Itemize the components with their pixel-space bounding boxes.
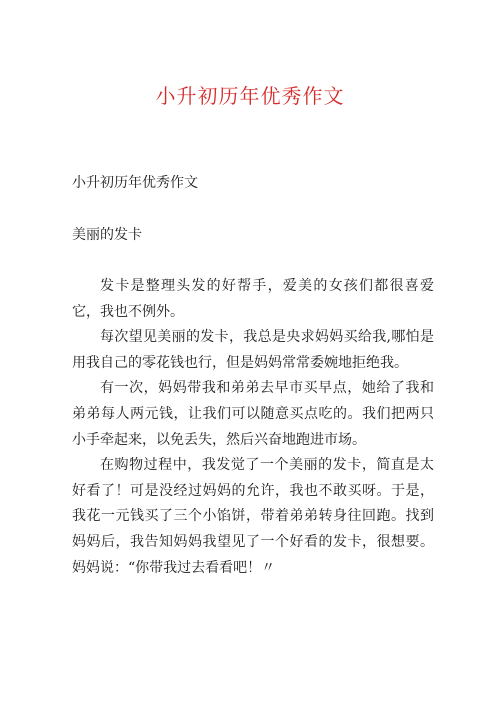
paragraph: 每次望见美丽的发卡，我总是央求妈妈买给我,哪怕是用我自己的零花钱也行，但是妈妈常常委婉地拒绝我。 (72, 329, 434, 371)
essay-title: 美丽的发卡 (72, 227, 142, 243)
paragraph: 在购物过程中，我发觉了一个美丽的发卡，简直是太好看了！可是没经过妈妈的允许，我也不敢买呀。于是，我花一元钱买了三个小馅饼，带着弟弟转身往回跑。找到妈妈后，我告知妈妈我望见了一个好看的发卡，很想要。妈妈说：“你带我过去看看吧！〃 (72, 457, 434, 576)
paragraph: 有一次，妈妈带我和弟弟去早市买早点，她给了我和弟弟每人两元钱，让我们可以随意买点吃的。我们把两只小手牵起来，以免丢失，然后兴奋地跑进市场。 (72, 380, 434, 448)
paragraph: 发卡是整理头发的好帮手，爱美的女孩们都很喜爱它，我也不例外。 (72, 278, 434, 320)
document-title: 小升初历年优秀作文 (155, 84, 345, 108)
essay-body (72, 274, 434, 581)
document-subtitle: 小升初历年优秀作文 (72, 175, 198, 191)
